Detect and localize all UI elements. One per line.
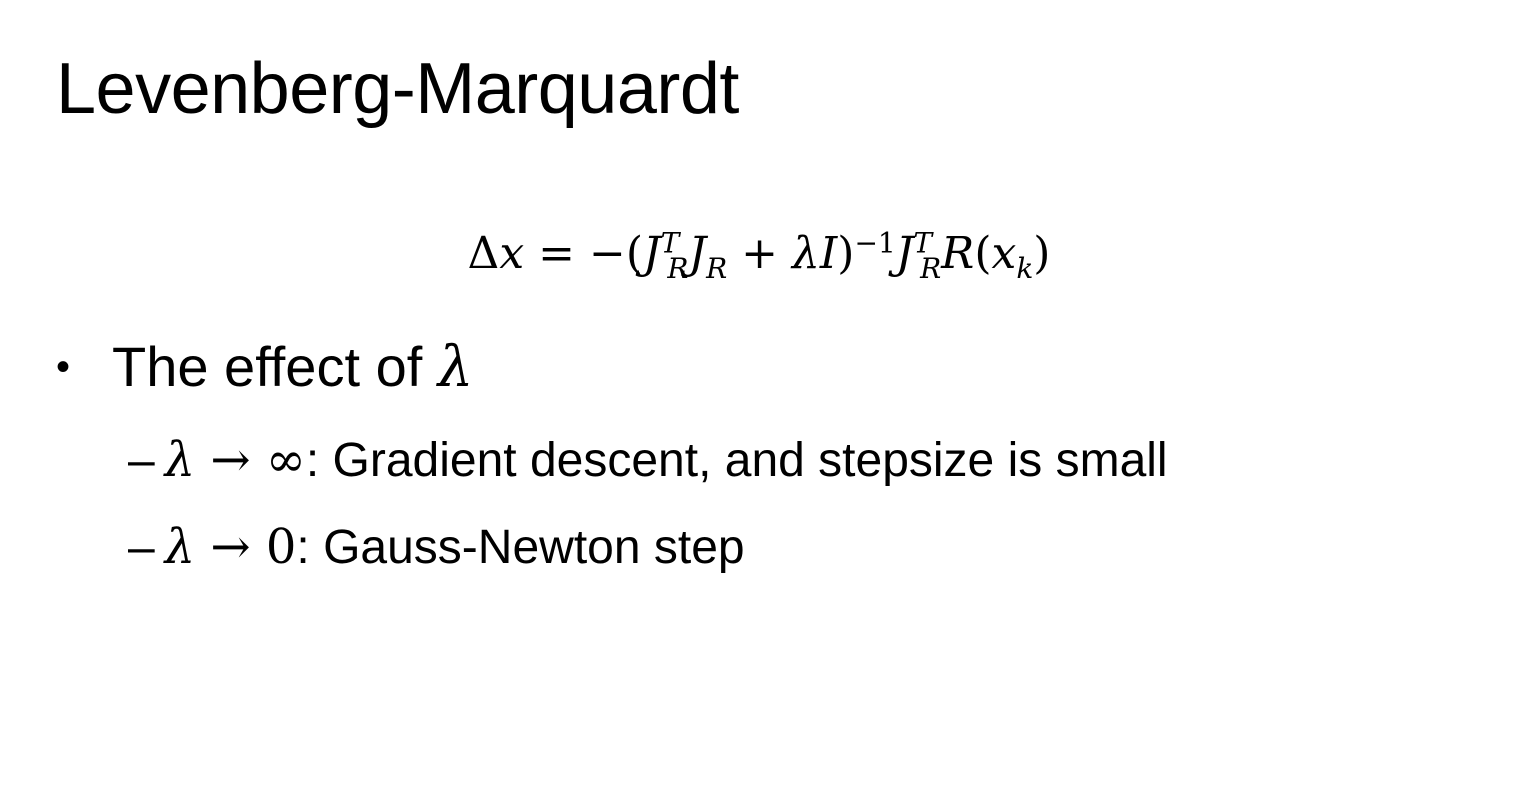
sub-item-lambda-infinity <box>128 430 1168 491</box>
sub-item-text: : Gauss-Newton step <box>296 521 745 574</box>
sub-item-lambda-zero <box>128 517 745 578</box>
sub-item-limit: → 0 <box>195 519 297 575</box>
eq-J1-sup: T <box>660 226 680 260</box>
eq-xk-sub: k <box>1016 251 1034 285</box>
eq-open-paren: ( <box>974 228 992 279</box>
eq-inverse: −1 <box>854 226 896 260</box>
bullet-lambda: λ <box>437 335 474 400</box>
slide-title: Levenberg-Marquardt <box>56 49 739 129</box>
sub-item-lambda: λ <box>164 432 196 488</box>
sub-item-limit: → ∞ <box>195 432 306 488</box>
eq-xk: x <box>991 228 1017 279</box>
sub-item-lambda: λ <box>164 519 196 575</box>
eq-J2-sub: R <box>706 251 728 285</box>
bullet-effect-of-lambda <box>56 332 473 403</box>
update-equation <box>0 222 1518 286</box>
sub-item-dash: – <box>128 521 155 574</box>
bullet-text: The effect of <box>112 335 438 398</box>
eq-delta: Δ <box>467 228 500 279</box>
eq-J3: J <box>895 228 914 279</box>
eq-equals-minus: = −( <box>524 228 644 279</box>
eq-J3-sup: T <box>913 226 933 260</box>
eq-J3-sub: R <box>920 251 942 285</box>
eq-J1: J <box>643 228 661 279</box>
eq-close-paren: ) <box>837 228 855 279</box>
eq-x: x <box>499 228 525 279</box>
sub-item-dash: – <box>128 434 155 487</box>
eq-R: R <box>941 228 975 279</box>
eq-close-paren-2: ) <box>1033 228 1051 279</box>
eq-J2: J <box>688 228 707 279</box>
eq-I: I <box>819 228 838 279</box>
eq-J1-sub: R <box>667 251 689 285</box>
bullet-dot-icon: • <box>56 345 71 389</box>
eq-plus: + <box>727 228 793 279</box>
sub-item-text: : Gradient descent, and stepsize is small <box>305 434 1168 487</box>
eq-lambda: λ <box>792 228 820 279</box>
